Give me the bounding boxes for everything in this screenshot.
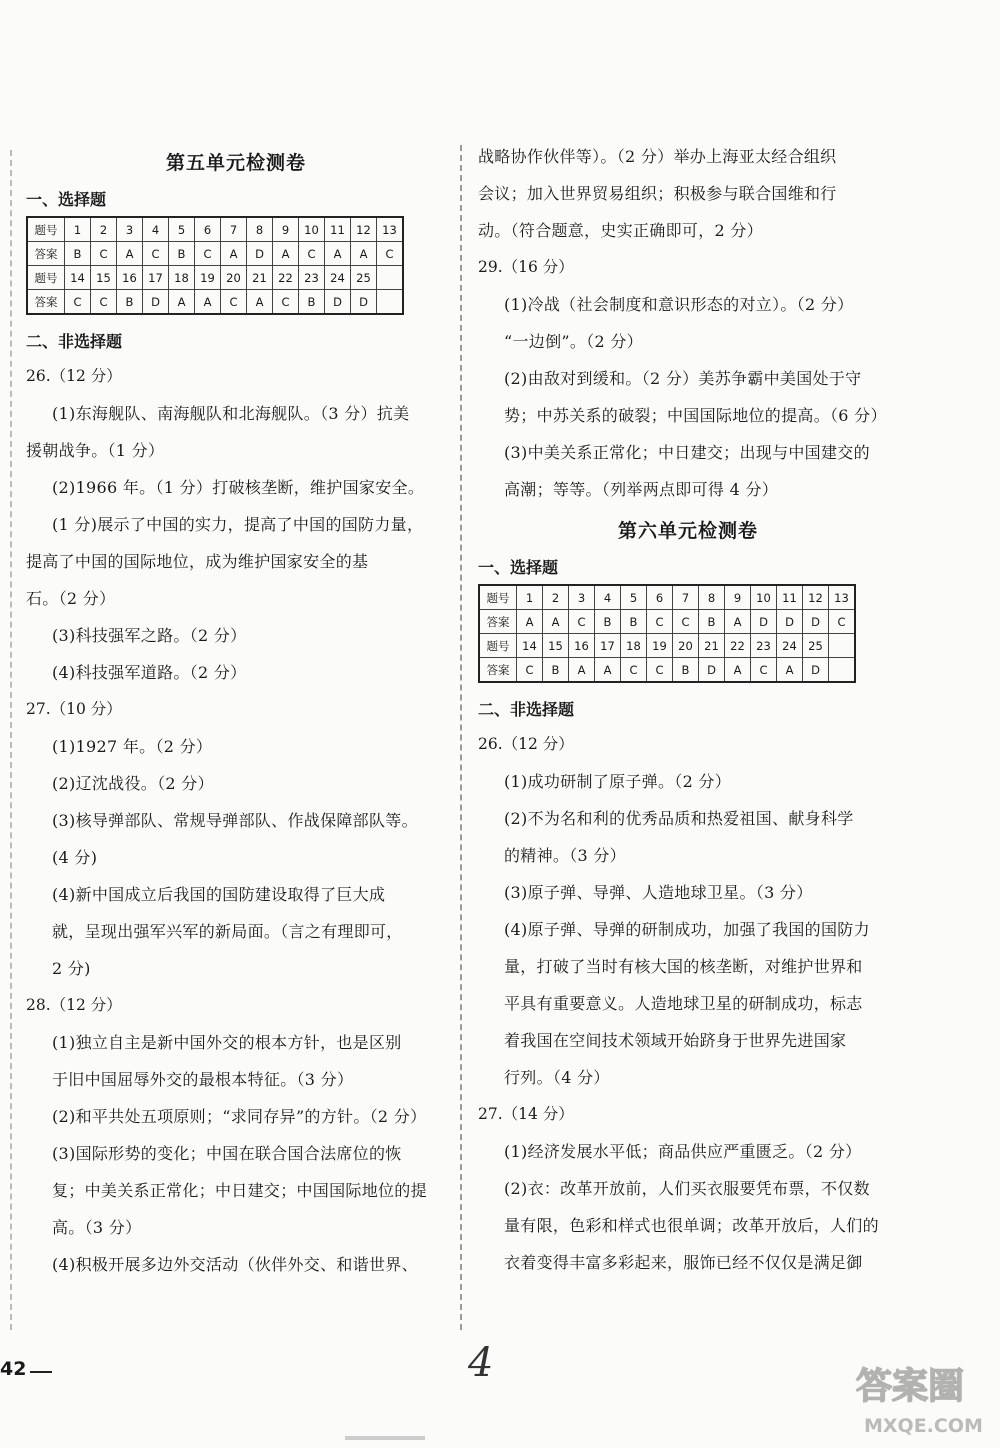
answer-line: (4)新中国成立后我国的国防建设取得了巨大成 [52,885,386,904]
answer-line: 平具有重要意义。人造地球卫星的研制成功，标志 [504,994,863,1013]
row-label: 答案 [27,290,65,315]
table-cell: 22 [725,634,751,658]
table-cell: 7 [221,217,247,242]
table-cell: A [117,242,143,266]
table-cell: 5 [621,585,647,610]
table-cell: 3 [117,217,143,242]
table-cell: 6 [195,217,221,242]
scan-mark [345,1436,425,1440]
table-cell [829,634,856,658]
question-number: 26.（12 分） [26,367,122,385]
row-label: 答案 [479,610,517,634]
answer-line: (2)由敌对到缓和。（2 分）美苏争霸中美国处于守 [504,369,862,388]
table-cell: C [91,290,117,315]
table-cell: A [169,290,195,315]
answer-line: (1)经济发展水平低；商品供应严重匮乏。（2 分） [504,1142,862,1161]
choice-section-title: 一、选择题 [478,558,559,577]
answer-table-row [479,610,855,634]
answer-line: (3)中美关系正常化；中日建交；出现与中国建交的 [504,443,870,462]
row-label: 答案 [27,242,65,266]
table-cell: 6 [647,585,673,610]
table-cell: D [247,242,273,266]
table-cell: 13 [377,217,404,242]
answer-line: 动。（符合题意，史实正确即可，2 分） [478,221,763,240]
table-cell: C [647,658,673,683]
table-cell: 13 [829,585,856,610]
table-cell: C [647,610,673,634]
answer-line: 量，打破了当时有核大国的核垄断，对维护世界和 [504,957,863,976]
page-number-rule [30,1371,52,1373]
table-cell: C [65,290,91,315]
table-cell: C [829,610,856,634]
table-cell: D [699,658,725,683]
answer-line: (4)积极开展多边外交活动（伙伴外交、和谐世界、 [52,1255,418,1274]
table-cell: D [803,610,829,634]
table-cell: A [195,290,221,315]
answer-line: 复；中美关系正常化；中日建交；中国国际地位的提 [52,1181,427,1200]
watermark-text: 答案圈 [856,1366,965,1407]
table-cell: 1 [65,217,91,242]
table-cell: 14 [65,266,91,290]
table-cell: D [143,290,169,315]
answer-line: 2 分) [52,959,91,978]
table-cell: 12 [351,217,377,242]
answer-line: “一边倒”。（2 分） [504,332,643,351]
table-cell: 10 [751,585,777,610]
answer-line: (1)1927 年。（2 分） [52,737,213,756]
table-cell: C [377,242,404,266]
table-cell: 4 [595,585,621,610]
table-cell: D [325,290,351,315]
table-cell: B [117,290,143,315]
table-cell: B [65,242,91,266]
watermark-logo [850,1352,990,1442]
answer-line: 石。（2 分） [26,589,116,608]
row-label: 答案 [479,658,517,683]
watermark-url: MXQE.COM [864,1415,983,1437]
answer-line: (1)独立自主是新中国外交的根本方针，也是区别 [52,1033,402,1052]
table-cell: A [569,658,595,683]
table-cell: C [195,242,221,266]
table-cell: A [777,658,803,683]
unit-five-title: 第五单元检测卷 [165,152,306,174]
table-cell: A [543,610,569,634]
table-cell: 5 [169,217,195,242]
answer-line: 势；中苏关系的破裂；中国国际地位的提高。（6 分） [504,406,887,425]
table-cell: 25 [351,266,377,290]
answer-line: 战略协作伙伴等）。（2 分）举办上海亚太经合组织 [478,147,837,166]
unit-six-answers [478,726,898,1281]
question-number: 27.（10 分） [26,700,122,718]
table-cell: 11 [777,585,803,610]
table-cell: 7 [673,585,699,610]
table-cell: C [621,658,647,683]
table-cell: C [751,658,777,683]
table-cell: 19 [195,266,221,290]
table-cell: D [803,658,829,683]
answer-line: (3)核导弹部队、常规导弹部队、作战保障部队等。 [52,811,418,830]
table-cell: D [777,610,803,634]
table-cell: C [273,290,299,315]
page-number: 42 [0,1358,27,1380]
table-cell: 23 [751,634,777,658]
table-cell: C [299,242,325,266]
answer-line: 高。（3 分） [52,1218,142,1237]
table-cell: 15 [543,634,569,658]
table-cell: 11 [325,217,351,242]
table-cell: 8 [247,217,273,242]
table-cell [377,290,404,315]
nonchoice-section-title: 二、非选择题 [26,332,123,351]
answer-line: 于旧中国屈辱外交的最根本特征。（3 分） [52,1070,354,1089]
table-cell: 18 [621,634,647,658]
table-cell: 2 [91,217,117,242]
table-cell: 21 [699,634,725,658]
unit-five-answers [26,358,446,1283]
column-divider [460,145,462,1330]
table-cell: 15 [91,266,117,290]
answer-line: (1 分)展示了中国的实力，提高了中国的国防力量， [52,515,424,534]
answer-line: 的精神。（3 分） [504,846,626,865]
answer-table-row [479,634,855,658]
table-cell: 2 [543,585,569,610]
table-cell: 1 [517,585,543,610]
handwritten-mark: 4 [468,1340,494,1386]
row-label: 题号 [27,266,65,290]
table-cell: 10 [299,217,325,242]
answer-line: (4)原子弹、导弹的研制成功，加强了我国的国防力 [504,920,870,939]
table-cell: 20 [221,266,247,290]
answer-line: (3)科技强军之路。（2 分） [52,626,247,645]
table-cell: C [673,610,699,634]
table-cell: C [143,242,169,266]
row-label: 题号 [479,585,517,610]
table-cell: D [351,290,377,315]
table-cell: A [221,242,247,266]
table-cell: A [325,242,351,266]
table-cell: 24 [325,266,351,290]
question-number: 29.（16 分） [478,258,574,276]
table-cell: A [273,242,299,266]
table-cell: A [351,242,377,266]
table-cell: 23 [299,266,325,290]
answer-line: (2)不为名和利的优秀品质和热爱祖国、献身科学 [504,809,854,828]
table-cell: A [595,658,621,683]
answer-line: (1)冷战（社会制度和意识形态的对立）。（2 分） [504,295,854,314]
table-cell: 9 [725,585,751,610]
row-label: 题号 [27,217,65,242]
table-cell: C [569,610,595,634]
answer-table-row [27,242,403,266]
table-cell: 22 [273,266,299,290]
table-cell: 8 [699,585,725,610]
table-cell [377,266,404,290]
table-cell: A [517,610,543,634]
table-cell: 21 [247,266,273,290]
table-cell: C [221,290,247,315]
answer-line: 会议；加入世界贸易组织；积极参与联合国维和行 [478,184,837,203]
table-cell: 9 [273,217,299,242]
right-column [478,138,898,1281]
answer-table-row [479,658,855,683]
choice-section-title: 一、选择题 [26,190,107,209]
table-cell: 16 [569,634,595,658]
table-cell: 17 [595,634,621,658]
table-cell: 19 [647,634,673,658]
answer-line: 量有限，色彩和样式也很单调；改革开放后，人们的 [504,1216,879,1235]
answer-line: (2)和平共处五项原则；“求同存异”的方针。（2 分） [52,1107,427,1126]
question-number: 26.（12 分） [478,735,574,753]
answer-line: 高潮；等等。（列举两点即可得 4 分） [504,480,779,499]
table-cell: B [543,658,569,683]
answer-line: (2)辽沈战役。（2 分） [52,774,214,793]
left-column [26,140,446,1283]
table-cell: C [91,242,117,266]
table-cell: 4 [143,217,169,242]
table-cell [829,658,856,683]
unit-six-answer-table [478,584,856,683]
answer-line: (3)国际形势的变化；中国在联合国合法席位的恢 [52,1144,402,1163]
nonchoice-section-title: 二、非选择题 [478,700,575,719]
answer-line: (1)成功研制了原子弹。（2 分） [504,772,732,791]
unit-six-title: 第六单元检测卷 [617,520,758,542]
table-cell: 3 [569,585,595,610]
table-cell: A [247,290,273,315]
table-cell: 24 [777,634,803,658]
table-cell: D [751,610,777,634]
question-number: 27.（14 分） [478,1105,574,1123]
answer-line: 衣着变得丰富多彩起来，服饰已经不仅仅是满足御 [504,1253,863,1272]
answer-line: (4)科技强军道路。（2 分） [52,663,247,682]
table-cell: 20 [673,634,699,658]
table-cell: A [725,610,751,634]
answer-line: 援朝战争。（1 分） [26,441,165,460]
table-cell: 18 [169,266,195,290]
table-cell: B [621,610,647,634]
page-edge-line [10,150,12,1330]
answer-line: 着我国在空间技术领域开始跻身于世界先进国家 [504,1031,847,1050]
table-cell: B [299,290,325,315]
answer-table-row [479,585,855,610]
table-cell: 25 [803,634,829,658]
answer-line: (2)衣：改革开放前，人们买衣服要凭布票，不仅数 [504,1179,870,1198]
answer-table-row [27,217,403,242]
table-cell: B [673,658,699,683]
answer-line: 行列。（4 分） [504,1068,610,1087]
answer-line: (3)原子弹、导弹、人造地球卫星。（3 分） [504,883,813,902]
answer-line: 就，呈现出强军兴军的新局面。（言之有理即可， [52,922,403,941]
table-cell: 17 [143,266,169,290]
table-cell: 16 [117,266,143,290]
row-label: 题号 [479,634,517,658]
table-cell: 14 [517,634,543,658]
table-cell: B [169,242,195,266]
table-cell: 12 [803,585,829,610]
unit-five-answer-table [26,216,404,315]
answer-line: (1)东海舰队、南海舰队和北海舰队。（3 分）抗美 [52,404,410,423]
answer-line: (2)1966 年。（1 分）打破核垄断，维护国家安全。 [52,478,425,497]
table-cell: A [725,658,751,683]
question-number: 28.（12 分） [26,996,122,1014]
answer-table-row [27,266,403,290]
table-cell: B [595,610,621,634]
answer-table-row [27,290,403,315]
answer-line: 提高了中国的国际地位，成为维护国家安全的基 [26,552,369,571]
table-cell: C [517,658,543,683]
answer-line: (4 分) [52,848,98,867]
continued-answers [478,138,898,508]
table-cell: B [699,610,725,634]
